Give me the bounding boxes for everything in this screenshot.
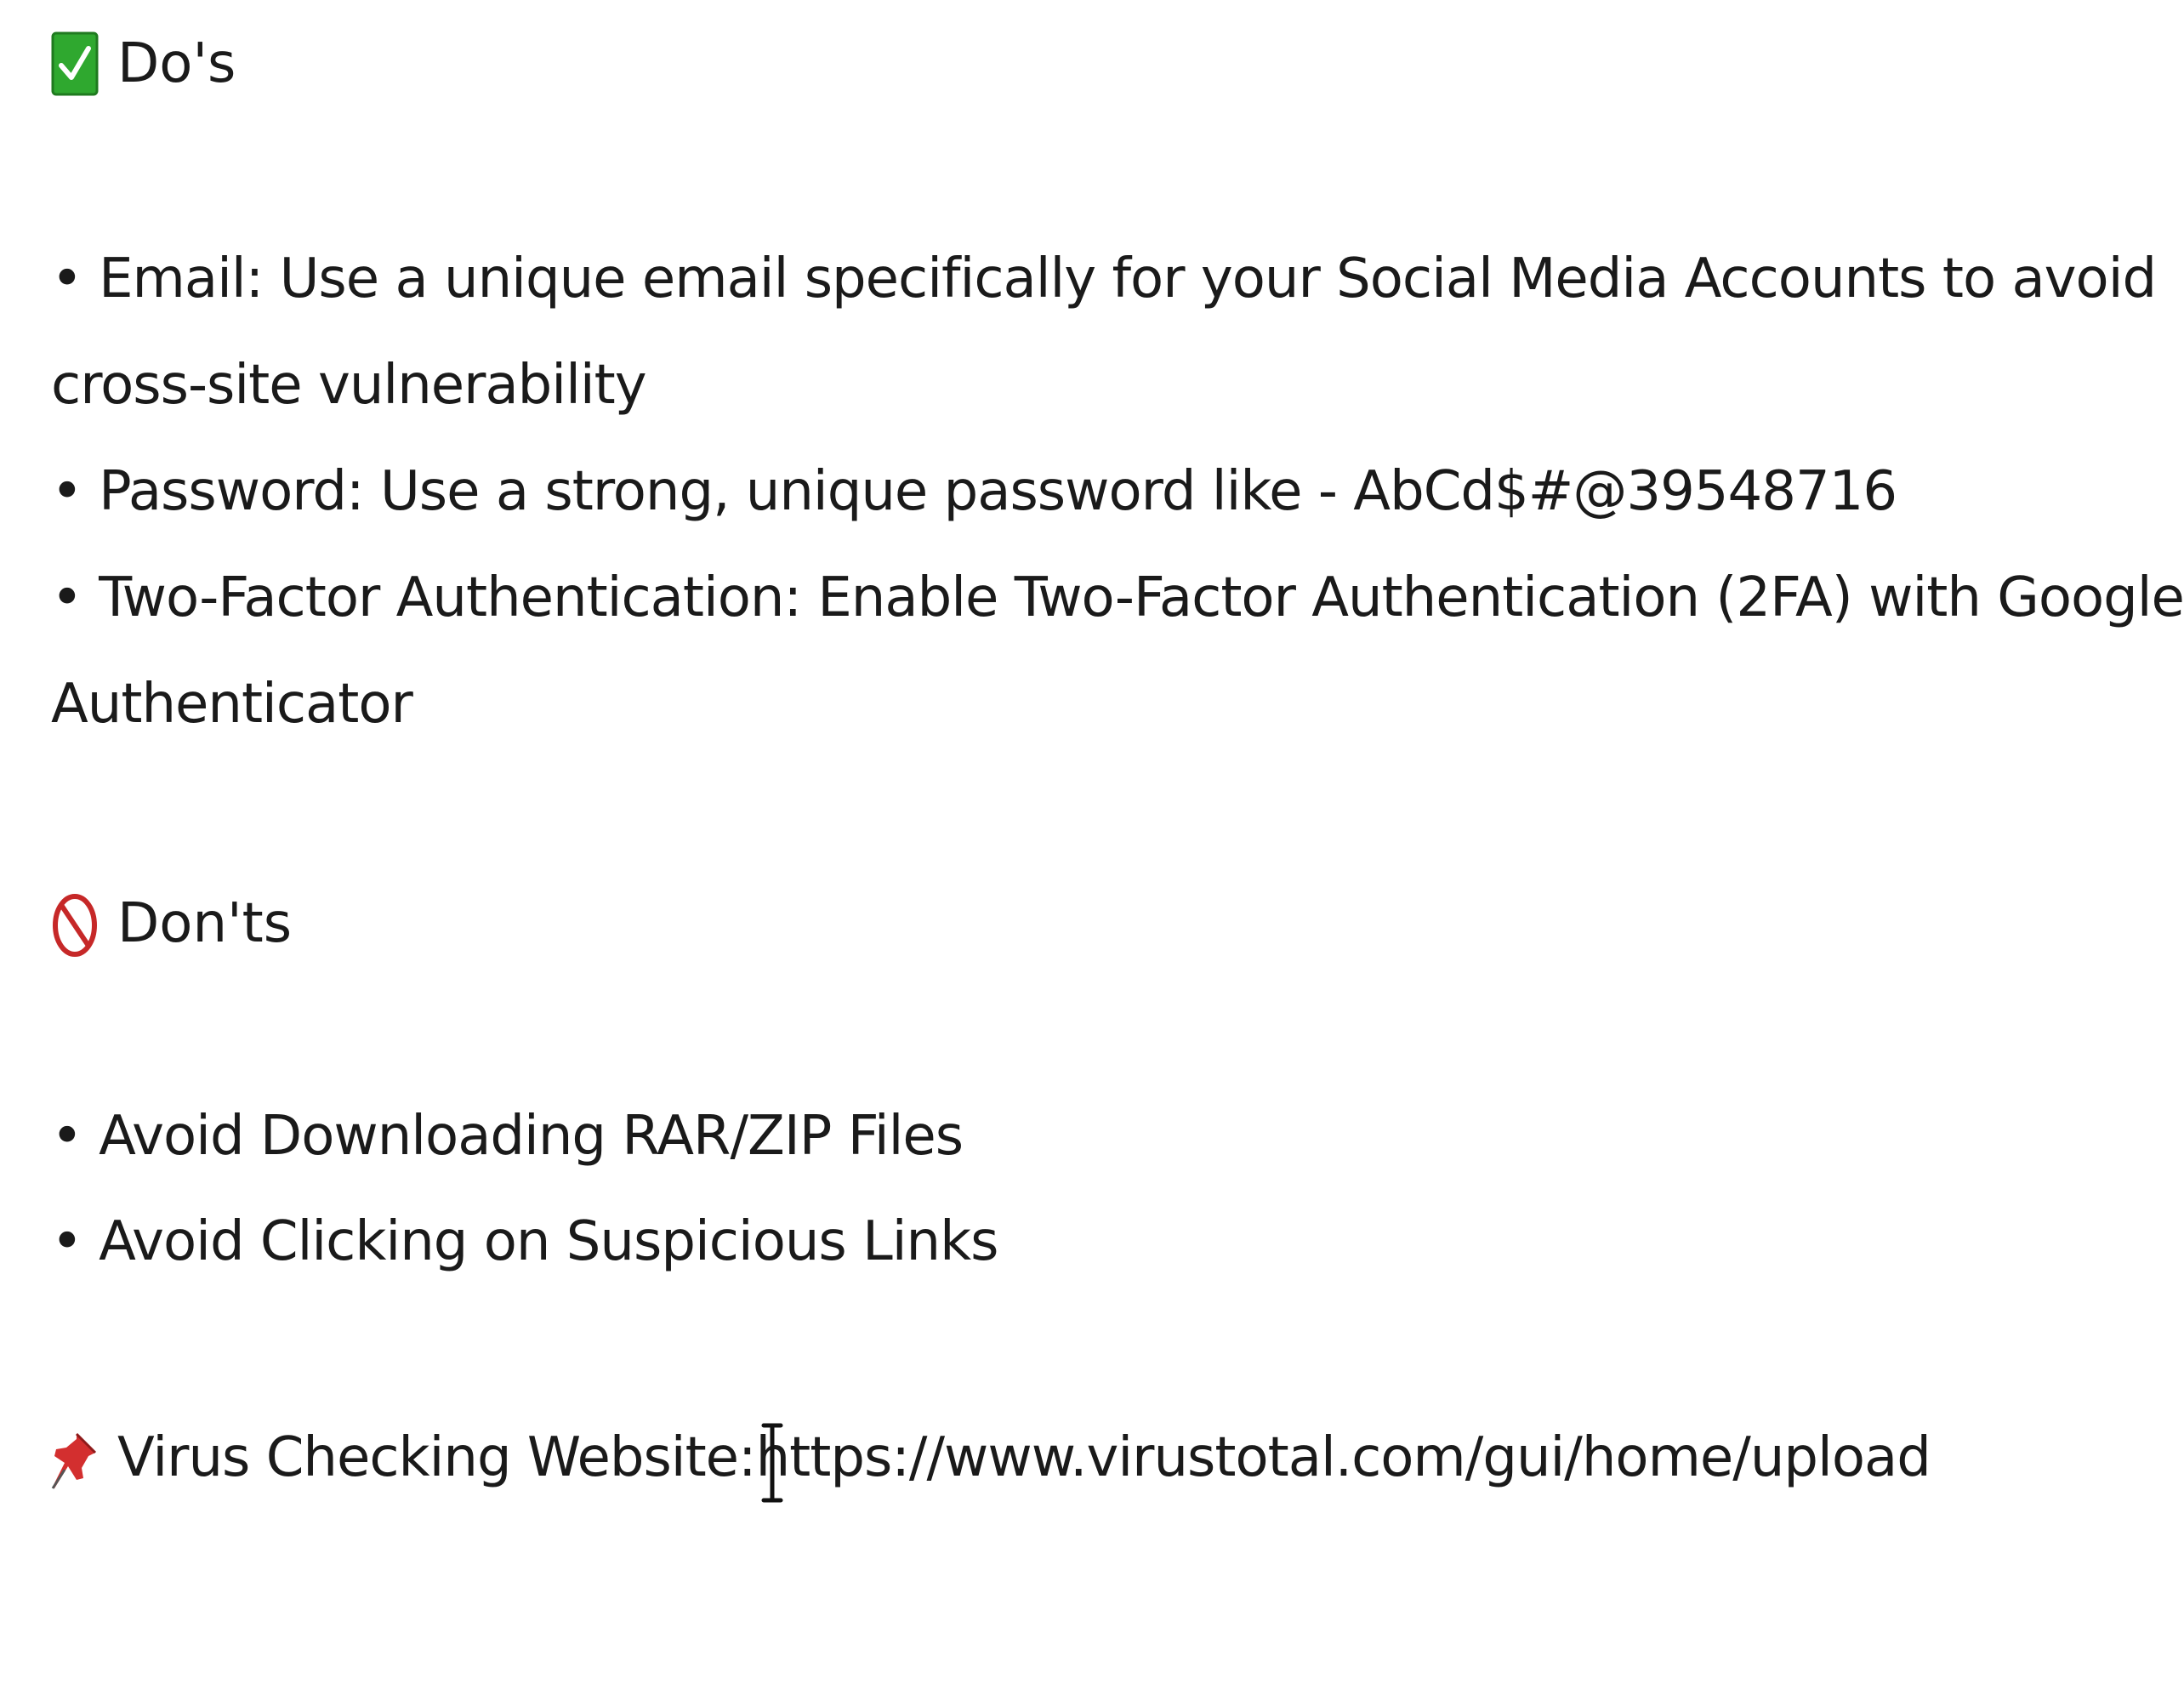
check-box-icon <box>51 28 99 100</box>
text-cursor-icon <box>761 1422 783 1504</box>
virus-check-reference <box>51 1415 1931 1500</box>
dos-item-2fa-line-1: • Two-Factor Authentication: Enable Two-Factor Authentication (2FA) with Google <box>51 566 2184 629</box>
reference-label: Virus Checking Website: <box>117 1426 756 1489</box>
prohibited-icon <box>51 888 99 959</box>
virustotal-url-link[interactable] <box>756 1415 1931 1500</box>
reference-url-text[interactable]: https://www.virustotal.com/gui/home/upload <box>755 1426 1931 1489</box>
dos-item-email-line-1: • Email: Use a unique email specifically for your Social Media Accounts to avoid <box>51 247 2157 310</box>
donts-heading <box>51 881 292 966</box>
donts-item-suspicious-links: • Avoid Clicking on Suspicious Links <box>51 1210 998 1273</box>
pushpin-icon <box>51 1422 99 1493</box>
donts-heading-text: Don'ts <box>117 892 293 955</box>
document-body <box>51 0 2184 1701</box>
dos-heading <box>51 21 236 106</box>
dos-heading-text: Do's <box>117 32 236 95</box>
dos-item-2fa-line-2: Authenticator <box>51 673 412 736</box>
dos-item-email-line-2: cross-site vulnerability <box>51 354 646 417</box>
donts-item-rar-zip: • Avoid Downloading RAR/ZIP Files <box>51 1105 964 1168</box>
dos-item-password: • Password: Use a strong, unique password like - AbCd$#@39548716 <box>51 460 1897 523</box>
